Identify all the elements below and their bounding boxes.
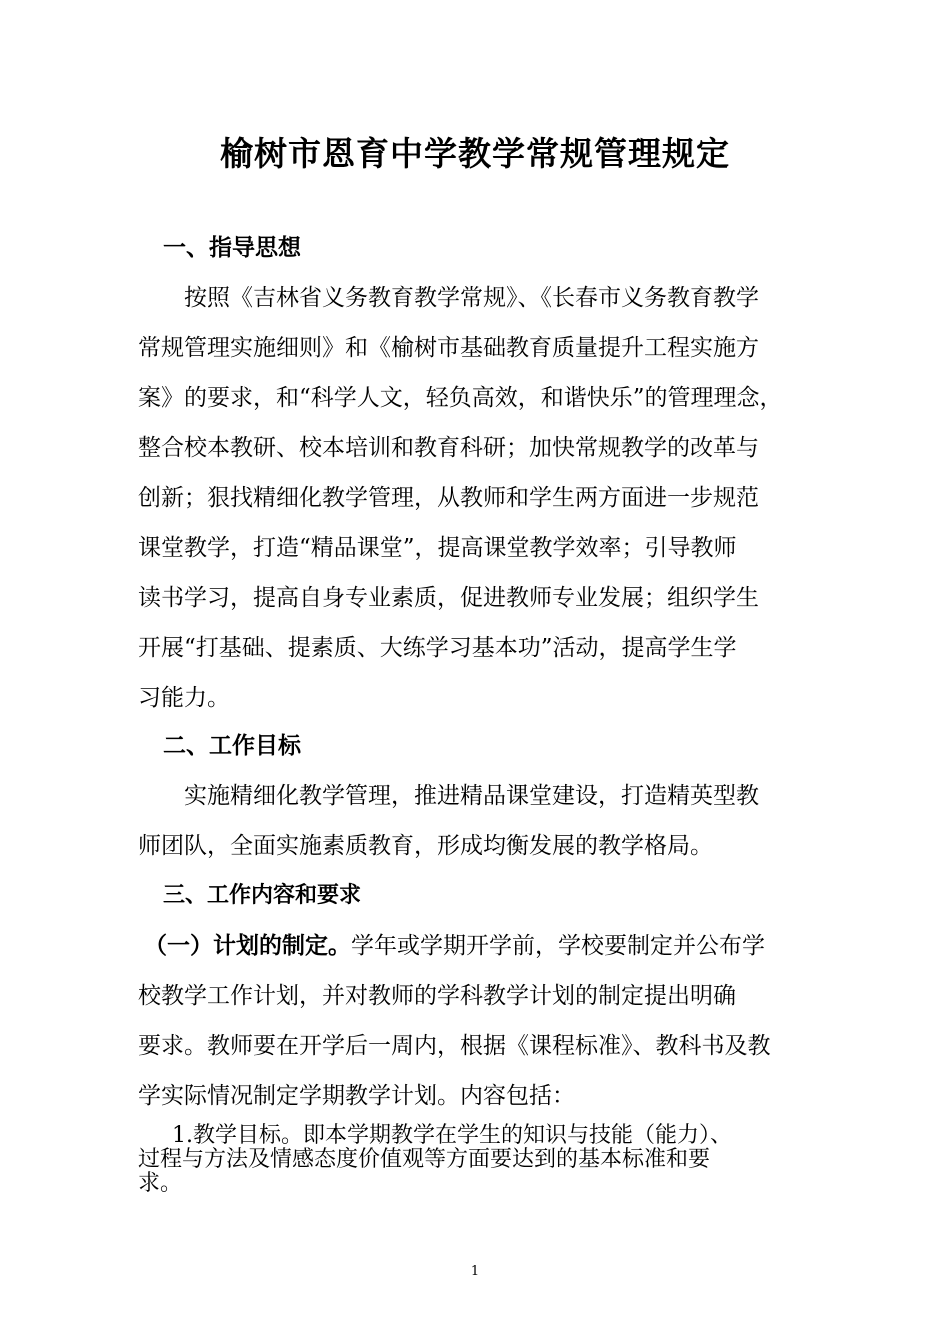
paragraph-line: 读书学习，提高自身专业素质，促进教师专业发展；组织学生 [138,585,759,611]
list-item-line: 过程与方法及情感态度价值观等方面要达到的基本标准和要 [138,1147,711,1172]
paragraph-line: 课堂教学，打造“精品课堂”，提高课堂教学效率；引导教师 [138,535,737,561]
subsection-label: （一）计划的制定。 [144,933,351,959]
paragraph-text: 学年或学期开学前，学校要制定并公布学 [351,933,765,959]
paragraph-line: 常规管理实施细则》和《榆树市基础教育质量提升工程实施方 [138,335,759,361]
page-number: 1 [470,1264,480,1279]
paragraph-line: 师团队，全面实施素质教育，形成均衡发展的教学格局。 [138,833,713,859]
paragraph-line: 案》的要求，和“科学人文，轻负高效，和谐快乐”的管理理念， [138,385,783,411]
paragraph-line: 按照《吉林省义务教育教学常规》、《长春市义务教育教学 [184,285,759,311]
section-heading-work-content: 三、工作内容和要求 [163,882,362,908]
list-item-teaching-goals [138,1124,828,1196]
section2-paragraph [138,771,828,871]
paragraph-line: 整合校本教研、校本培训和教育科研；加快常规教学的改革与 [138,435,759,461]
list-item-line: 1.教学目标。即本学期教学在学生的知识与技能（能力）、 [172,1123,732,1148]
section1-paragraph [138,273,828,723]
section-heading-work-goals: 二、工作目标 [163,733,301,759]
document-title: 榆树市恩育中学教学常规管理规定 [220,134,730,173]
paragraph-line: 实施精细化教学管理，推进精品课堂建设，打造精英型教 [184,783,759,809]
paragraph-line: 创新；狠找精细化教学管理，从教师和学生两方面进一步规范 [138,485,759,511]
paragraph-line: 要求。教师要在开学后一周内，根据《课程标准》、教科书及教 [138,1033,771,1059]
list-item-line: 求。 [138,1171,183,1196]
section-heading-guiding-ideology: 一、指导思想 [163,235,301,261]
paragraph-line: 学实际情况制定学期教学计划。内容包括： [138,1083,575,1109]
paragraph-line: 校教学工作计划，并对教师的学科教学计划的制定提出明确 [138,983,736,1009]
paragraph-line-with-label [144,921,828,971]
section3-paragraph [138,921,828,1121]
paragraph-line: 习能力。 [138,685,230,711]
paragraph-line: 开展“打基础、提素质、大练学习基本功”活动，提高学生学 [138,635,737,661]
